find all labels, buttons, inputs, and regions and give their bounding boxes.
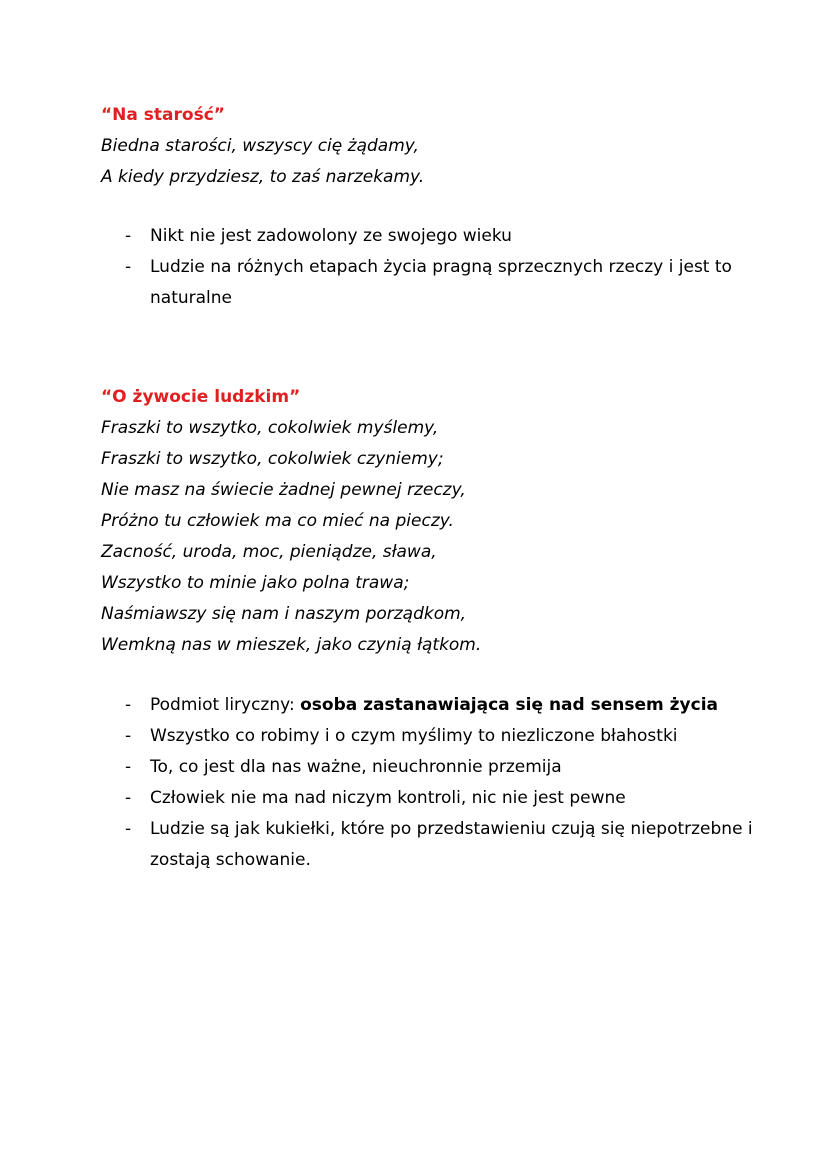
poem-line: A kiedy przydziesz, to zaś narzekamy. — [101, 167, 425, 187]
poem-text — [101, 131, 761, 193]
note-label: Podmiot liryczny: — [150, 695, 301, 715]
list-item — [101, 252, 761, 314]
poem-line: Próżno tu człowiek ma co mieć na pieczy. — [101, 511, 454, 531]
poem-text — [101, 413, 761, 661]
section-o-zywocie-ludzkim — [101, 382, 761, 876]
poem-line: Zacność, uroda, moc, pieniądze, sława, — [101, 542, 437, 562]
notes-list — [101, 221, 761, 314]
poem-line: Nie masz na świecie żadnej pewnej rzeczy, — [101, 480, 466, 500]
list-item — [101, 721, 761, 752]
poem-line: Wemkną nas w mieszek, jako czynią łątkom. — [101, 635, 482, 655]
note-text: Człowiek nie ma nad niczym kontroli, nic nie jest pewne — [150, 788, 626, 808]
bullet-dash: - — [125, 788, 132, 808]
poem-line: Fraszki to wszytko, cokolwiek czyniemy; — [101, 449, 444, 469]
note-emphasis: osoba zastanawiająca się nad sensem życia — [300, 695, 718, 715]
bullet-dash: - — [125, 226, 132, 246]
list-item — [101, 814, 761, 876]
note-text: Wszystko co robimy i o czym myślimy to niezliczone błahostki — [150, 726, 678, 746]
poem-line: Biedna starości, wszyscy cię żądamy, — [101, 136, 419, 156]
bullet-dash: - — [125, 757, 132, 777]
poem-line: Naśmiawszy się nam i naszym porządkom, — [101, 604, 467, 624]
bullet-dash: - — [125, 819, 132, 839]
notes-list — [101, 690, 761, 876]
list-item — [101, 783, 761, 814]
bullet-dash: - — [125, 726, 132, 746]
list-item — [101, 752, 761, 783]
list-item — [101, 221, 761, 252]
poem-line: Wszystko to minie jako polna trawa; — [101, 573, 410, 593]
poem-title: “Na starość” — [101, 105, 225, 125]
note-text: Ludzie są jak kukiełki, które po przedstawieniu czują się niepotrzebne i zostają schowanie. — [150, 819, 753, 870]
poem-line: Fraszki to wszytko, cokolwiek myślemy, — [101, 418, 439, 438]
note-text: Nikt nie jest zadowolony ze swojego wieku — [150, 226, 512, 246]
bullet-dash: - — [125, 257, 132, 277]
poem-title: “O żywocie ludzkim” — [101, 387, 301, 407]
note-text: Ludzie na różnych etapach życia pragną sprzecznych rzeczy i jest to naturalne — [150, 257, 732, 308]
bullet-dash: - — [125, 695, 132, 715]
list-item — [101, 690, 761, 721]
section-na-starosc — [101, 100, 761, 314]
note-text: To, co jest dla nas ważne, nieuchronnie przemija — [150, 757, 562, 777]
note-text — [150, 695, 718, 715]
